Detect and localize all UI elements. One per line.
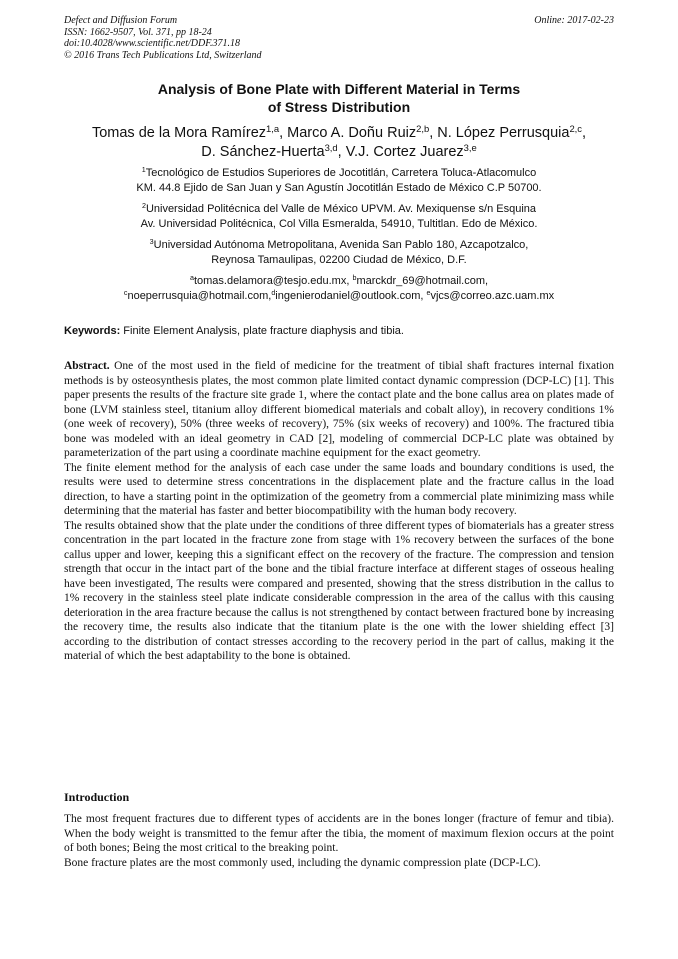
email-mark: d [271, 289, 276, 298]
author-name: V.J. Cortez Juarez [345, 144, 464, 160]
author-affil-mark: 2,b [416, 123, 430, 135]
email-mark: b [352, 274, 357, 283]
journal-name: Defect and Diffusion Forum [64, 15, 178, 26]
paper-title [64, 80, 614, 116]
affiliation-2 [64, 202, 614, 232]
affiliations [64, 166, 614, 304]
affiliation-number: 2 [141, 202, 146, 211]
introduction-paragraph-1: The most frequent fractures due to different types of accidents are in the bones longer (fracture of femur and tibia). When the body weight is transmitted to the femur after the tibia, the moment of maximum flexion occurs at the point of both bones; Being the most critical to the breaking point. [64, 813, 614, 854]
affiliation-text: Reynosa Tamaulipas, 02200 Ciudad de México, D.F. [211, 254, 467, 266]
author-name: N. López Perrusquia [437, 125, 570, 141]
copyright-line: © 2016 Trans Tech Publications Ltd, Switzerland [64, 49, 262, 61]
keywords [64, 324, 624, 338]
title-line-2: of Stress Distribution [267, 99, 411, 115]
abstract-paragraph-2: The finite element method for the analysis of each case under the same loads and boundary conditions is used, the results were used to determine stress concentrations in the displacement plate and the fracture callus in the load direction, to have a starting point in the optimization of the geometry from a commercial plate minimizing mass while determining that the material has faster and better biocompatibility with the human body recovery. [64, 461, 614, 517]
author-affil-mark: 2,c [569, 123, 582, 135]
email-mark: e [426, 289, 431, 298]
email-mark: a [189, 274, 194, 283]
email-mark: c [123, 289, 128, 298]
author-separator: , [279, 125, 288, 141]
author-affil-mark: 3,e [463, 142, 477, 154]
author-name: D. Sánchez-Huerta [201, 144, 325, 160]
affiliation-text: Av. Universidad Politécnica, Col Villa Esmeralda, 54910, Tultitlan. Edo de México. [140, 218, 538, 230]
author-name: Marco A. Doñu Ruiz [287, 125, 417, 141]
email-list [64, 274, 614, 304]
introduction [64, 812, 614, 870]
affiliation-text: Universidad Autónoma Metropolitana, Avenida San Pablo 180, Azcapotzalco, [153, 239, 529, 251]
author-affil-mark: 1,a [266, 123, 280, 135]
affiliation-text: KM. 44.8 Ejido de San Juan y San Agustín Jocotitlán Estado de México C.P 50700. [136, 182, 542, 194]
keywords-text: Finite Element Analysis, plate fracture diaphysis and tibia. [120, 325, 404, 337]
author-list [50, 124, 628, 162]
email-link[interactable]: marckdr_69@hotmail.com, [356, 275, 489, 287]
online-date: Online: 2017-02-23 [534, 15, 614, 26]
affiliation-number: 1 [141, 166, 146, 175]
title-line-1: Analysis of Bone Plate with Different Material in Terms [157, 81, 521, 97]
author-line-1 [50, 124, 628, 143]
keywords-label: Keywords: [64, 325, 121, 337]
affiliation-3 [64, 238, 614, 268]
email-link[interactable]: ingenierodaniel@outlook.com, [275, 290, 427, 302]
author-separator: , [337, 144, 346, 160]
introduction-paragraph-2: Bone fracture plates are the most commonly used, including the dynamic compression plate (DCP-LC). [64, 856, 541, 869]
author-separator: , [582, 125, 587, 141]
abstract-label: Abstract. [64, 360, 110, 372]
introduction-heading: Introduction [64, 790, 130, 804]
doi-line: doi:10.4028/www.scientific.net/DDF.371.18 [64, 38, 241, 49]
email-link[interactable]: vjcs@correo.azc.uam.mx [430, 290, 555, 302]
author-name: Tomas de la Mora Ramírez [91, 125, 267, 141]
issn-line: ISSN: 1662-9507, Vol. 371, pp 18-24 [64, 26, 212, 38]
affiliation-text: Tecnológico de Estudios Superiores de Jocotitlán, Carretera Toluca-Atlacomulco [145, 167, 537, 179]
author-affil-mark: 3,d [324, 142, 338, 154]
affiliation-1 [64, 166, 614, 196]
abstract-paragraph-1 [64, 359, 614, 461]
affiliation-number: 3 [149, 238, 154, 247]
abstract-text: One of the most used in the field of medicine for the treatment of tibial shaft fractures internal fixation methods is by osteosynthesis plates, the most common plate limited contact dynamic compression (DCP-LC) [1]. This paper presents the results of the fracture site grade 1, where the contact plate and the bone callus area on plates made of bone (LVM stainless steel, titanium alloy different biomedical materials and cobalt alloy), in recovery conditions 1% (one week of recovery), 50% (three weeks of recovery), 75% (six weeks of recovery) and 100%. The fractured tibia bone was modeled with an ideal geometry in CAD [2], modeling of commercial DCP-LC plate was obtained by parameterization of the part using a coordinate machine equipment for the exact geometry. [64, 360, 614, 459]
email-link[interactable]: noeperrusquia@hotmail.com, [127, 290, 272, 302]
email-link[interactable]: tomas.delamora@tesjo.edu.mx, [193, 275, 353, 287]
abstract [64, 359, 614, 664]
journal-header [64, 15, 262, 61]
author-separator: , [429, 125, 438, 141]
author-line-2 [50, 143, 628, 162]
affiliation-text: Universidad Politécnica del Valle de México UPVM. Av. Mexiquense s/n Esquina [145, 203, 537, 215]
abstract-paragraph-3: The results obtained show that the plate under the conditions of three different types of biomaterials has a greater stress concentration in the part located in the fracture zone from stage with 1% recovery between the surfaces of the bone callus upper and lower, keeping this a significant effect on the recovery of the fracture. The compression and tension strength that occur in the intact part of the bone and the tibial fracture interface at different stages of osseous healing have been investigated, The results were compared and presented, showing that the stress distribution in the callus to 1% recovery in the stainless steel plate indicate considerable compression in the area of the callus with this causing deterioration in the area fracture because the callus is not strengthened by contact between fractured bone by increasing the recovery time, the results also indicate that the titanium plate is the one with the lower shielding effect [3] according to the distribution of contact stresses according to the recovery period in the part of callus, making it the material of which the best adaptability to the bone is obtained. [64, 519, 614, 662]
